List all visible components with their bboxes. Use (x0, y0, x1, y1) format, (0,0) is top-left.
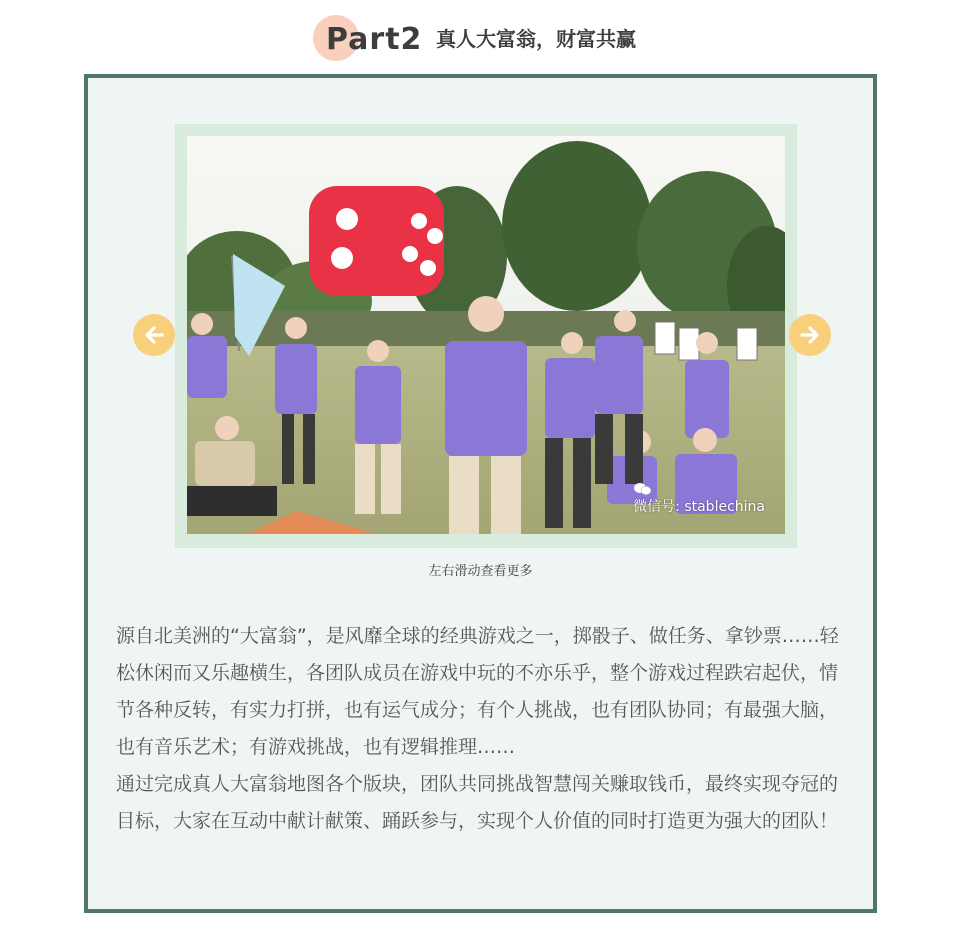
carousel-next-button[interactable] (789, 314, 831, 356)
wechat-icon (633, 482, 653, 496)
watermark (633, 482, 765, 516)
part-label: Part2 (326, 22, 423, 57)
section-title: 真人大富翁，财富共赢 (436, 27, 636, 51)
article-paragraph-1: 源自北美洲的“大富翁”，是风靡全球的经典游戏之一，掷骰子、做任务、拿钞票……轻松休闲而又乐趣横生，各团队成员在游戏中玩的不亦乐乎，整个游戏过程跌宕起伏，情节各种反转，有实力打拼，也有运气成分；有个人挑战，也有团队协同；有最强大脑，也有音乐艺术；有游戏挑战，也有逻辑推理…… (116, 625, 839, 758)
section-header (0, 0, 957, 75)
watermark-text: 微信号: stablechina (633, 499, 765, 515)
carousel[interactable] (175, 124, 797, 548)
article-body (116, 618, 856, 840)
carousel-photo (187, 136, 785, 534)
carousel-caption: 左右滑动查看更多 (428, 564, 533, 579)
content-panel (84, 74, 877, 913)
arrow-left-icon (142, 323, 166, 347)
team-photo-illustration (187, 136, 785, 534)
carousel-prev-button[interactable] (133, 314, 175, 356)
arrow-right-icon (798, 323, 822, 347)
article-paragraph-2: 通过完成真人大富翁地图各个版块，团队共同挑战智慧闯关赚取钱币，最终实现夺冠的目标，大家在互动中献计献策、踊跃参与，实现个人价值的同时打造更为强大的团队！ (116, 773, 839, 832)
